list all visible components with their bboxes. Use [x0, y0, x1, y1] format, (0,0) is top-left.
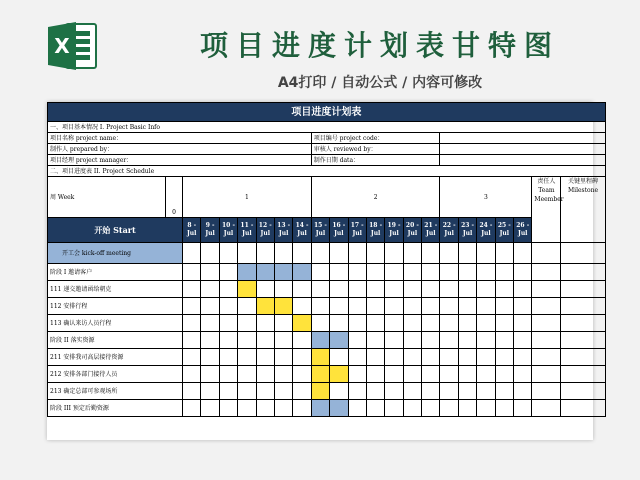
- gantt-cell[interactable]: [495, 264, 513, 281]
- day-header[interactable]: 8 -Jul: [183, 218, 201, 243]
- gantt-bar[interactable]: [256, 298, 274, 315]
- gantt-cell[interactable]: [348, 264, 366, 281]
- gantt-cell[interactable]: [495, 400, 513, 417]
- gantt-cell[interactable]: [440, 243, 458, 264]
- owner-header[interactable]: 责任人 Team Meember: [532, 177, 561, 243]
- gantt-cell[interactable]: [348, 315, 366, 332]
- gantt-cell[interactable]: [274, 315, 292, 332]
- svg-text:X: X: [54, 34, 70, 58]
- sheet-title[interactable]: 项目进度计划表: [48, 103, 606, 122]
- gantt-cell[interactable]: [458, 298, 476, 315]
- gantt-cell[interactable]: [238, 349, 256, 366]
- gantt-cell[interactable]: [274, 281, 292, 298]
- gantt-cell[interactable]: [366, 383, 384, 400]
- day-header[interactable]: 21 -Jul: [422, 218, 440, 243]
- day-header[interactable]: 24 -Jul: [477, 218, 495, 243]
- gantt-cell[interactable]: [330, 315, 348, 332]
- owner-cell[interactable]: [532, 400, 561, 417]
- table-row: [48, 366, 606, 383]
- table-row: [48, 155, 606, 166]
- gantt-cell[interactable]: [274, 383, 292, 400]
- prepared-by-label[interactable]: 制作人 prepared by：: [48, 144, 312, 155]
- gantt-cell[interactable]: [403, 281, 421, 298]
- gantt-cell[interactable]: [238, 243, 256, 264]
- gantt-cell[interactable]: [238, 315, 256, 332]
- gantt-cell[interactable]: [422, 315, 440, 332]
- gantt-cell[interactable]: [385, 383, 403, 400]
- table-row: [48, 332, 606, 349]
- gantt-cell[interactable]: [201, 383, 219, 400]
- gantt-bar[interactable]: [311, 349, 329, 366]
- gantt-cell[interactable]: [238, 332, 256, 349]
- gantt-cell[interactable]: [403, 243, 421, 264]
- gantt-cell[interactable]: [348, 332, 366, 349]
- table-row: [48, 349, 606, 366]
- milestone-header[interactable]: 关键里程碑 Milestone: [561, 177, 605, 243]
- gantt-cell[interactable]: [201, 298, 219, 315]
- task-name[interactable]: 阶段 III 预定后勤资源: [48, 400, 183, 417]
- gantt-cell[interactable]: [385, 298, 403, 315]
- task-name[interactable]: 阶段 II 落实资源: [48, 332, 183, 349]
- milestone-cell[interactable]: [561, 332, 605, 349]
- gantt-cell[interactable]: [366, 264, 384, 281]
- gantt-cell[interactable]: [495, 243, 513, 264]
- gantt-cell[interactable]: [293, 332, 311, 349]
- table-row: [48, 133, 606, 144]
- gantt-cell[interactable]: [274, 349, 292, 366]
- gantt-cell[interactable]: [256, 315, 274, 332]
- gantt-cell[interactable]: [183, 400, 201, 417]
- gantt-cell[interactable]: [403, 264, 421, 281]
- gantt-cell[interactable]: [183, 332, 201, 349]
- project-manager-label[interactable]: 项目经理 project manager：: [48, 155, 312, 166]
- task-name[interactable]: 阶段 I 邀请客户: [48, 264, 183, 281]
- day-header[interactable]: 17 -Jul: [348, 218, 366, 243]
- gantt-cell[interactable]: [348, 349, 366, 366]
- gantt-cell[interactable]: [422, 264, 440, 281]
- gantt-cell[interactable]: [293, 400, 311, 417]
- gantt-cell[interactable]: [183, 383, 201, 400]
- gantt-cell[interactable]: [183, 366, 201, 383]
- table-row: [48, 400, 606, 417]
- gantt-bar[interactable]: [311, 366, 329, 383]
- gantt-cell[interactable]: [201, 332, 219, 349]
- gantt-cell[interactable]: [348, 400, 366, 417]
- gantt-cell[interactable]: [403, 315, 421, 332]
- gantt-cell[interactable]: [458, 332, 476, 349]
- gantt-bar[interactable]: [311, 400, 329, 417]
- gantt-cell[interactable]: [477, 349, 495, 366]
- gantt-bar[interactable]: [238, 281, 256, 298]
- gantt-cell[interactable]: [403, 383, 421, 400]
- gantt-cell[interactable]: [385, 315, 403, 332]
- day-header[interactable]: 10 -Jul: [219, 218, 237, 243]
- gantt-cell[interactable]: [256, 383, 274, 400]
- gantt-cell[interactable]: [477, 264, 495, 281]
- gantt-bar[interactable]: [256, 264, 274, 281]
- milestone-cell[interactable]: [561, 366, 605, 383]
- owner-cell[interactable]: [532, 332, 561, 349]
- milestone-cell[interactable]: [561, 243, 605, 264]
- gantt-cell[interactable]: [348, 298, 366, 315]
- day-header[interactable]: 11 -Jul: [238, 218, 256, 243]
- start-header[interactable]: 开始 Start: [48, 218, 183, 243]
- reviewed-by-value[interactable]: [440, 144, 605, 155]
- section-basic-info[interactable]: 一、项目基本情况 I. Project Basic Info: [48, 122, 606, 133]
- day-header[interactable]: 26 -Jul: [514, 218, 532, 243]
- gantt-cell[interactable]: [422, 400, 440, 417]
- page-subtitle: A4打印 / 自动公式 / 内容可修改: [277, 75, 483, 91]
- gantt-cell[interactable]: [458, 400, 476, 417]
- gantt-cell[interactable]: [366, 349, 384, 366]
- day-header[interactable]: 19 -Jul: [385, 218, 403, 243]
- gantt-cell[interactable]: [477, 315, 495, 332]
- gantt-cell[interactable]: [440, 264, 458, 281]
- gantt-cell[interactable]: [311, 298, 329, 315]
- gantt-cell[interactable]: [477, 400, 495, 417]
- gantt-bar[interactable]: [274, 264, 292, 281]
- gantt-bar[interactable]: [238, 264, 256, 281]
- gantt-cell[interactable]: [238, 383, 256, 400]
- gantt-cell[interactable]: [440, 366, 458, 383]
- table-row: [48, 315, 606, 332]
- gantt-cell[interactable]: [219, 400, 237, 417]
- gantt-cell[interactable]: [514, 332, 532, 349]
- gantt-cell[interactable]: [458, 243, 476, 264]
- gantt-cell[interactable]: [183, 264, 201, 281]
- gantt-cell[interactable]: [293, 383, 311, 400]
- gantt-cell[interactable]: [366, 243, 384, 264]
- gantt-cell[interactable]: [366, 281, 384, 298]
- gantt-cell[interactable]: [256, 281, 274, 298]
- table-row: [48, 144, 606, 155]
- gantt-cell[interactable]: [385, 366, 403, 383]
- gantt-cell[interactable]: [183, 315, 201, 332]
- gantt-cell[interactable]: [495, 366, 513, 383]
- gantt-cell[interactable]: [495, 383, 513, 400]
- day-header[interactable]: 14 -Jul: [293, 218, 311, 243]
- gantt-cell[interactable]: [477, 383, 495, 400]
- day-header[interactable]: 22 -Jul: [440, 218, 458, 243]
- week-2[interactable]: 2: [311, 177, 440, 218]
- gantt-cell[interactable]: [183, 298, 201, 315]
- gantt-cell[interactable]: [440, 332, 458, 349]
- gantt-cell[interactable]: [219, 243, 237, 264]
- gantt-cell[interactable]: [477, 281, 495, 298]
- table-row: [48, 298, 606, 315]
- day-header[interactable]: 13 -Jul: [274, 218, 292, 243]
- gantt-cell[interactable]: [458, 349, 476, 366]
- gantt-cell[interactable]: [256, 243, 274, 264]
- gantt-cell[interactable]: [458, 264, 476, 281]
- gantt-cell[interactable]: [403, 298, 421, 315]
- gantt-cell[interactable]: [514, 281, 532, 298]
- gantt-cell[interactable]: [514, 366, 532, 383]
- task-name[interactable]: 212 安排各部门接待人员: [48, 366, 183, 383]
- gantt-cell[interactable]: [201, 400, 219, 417]
- gantt-bar[interactable]: [274, 298, 292, 315]
- owner-cell[interactable]: [532, 383, 561, 400]
- milestone-cell[interactable]: [561, 315, 605, 332]
- gantt-cell[interactable]: [238, 400, 256, 417]
- milestone-cell[interactable]: [561, 349, 605, 366]
- table-row: [48, 243, 606, 264]
- date-value[interactable]: [440, 155, 605, 166]
- gantt-bar[interactable]: [293, 264, 311, 281]
- gantt-cell[interactable]: [385, 243, 403, 264]
- owner-cell[interactable]: [532, 366, 561, 383]
- gantt-cell[interactable]: [183, 243, 201, 264]
- gantt-cell[interactable]: [274, 243, 292, 264]
- gantt-bar[interactable]: [330, 332, 348, 349]
- owner-cell[interactable]: [532, 281, 561, 298]
- gantt-cell[interactable]: [311, 315, 329, 332]
- day-header[interactable]: 23 -Jul: [458, 218, 476, 243]
- gantt-bar[interactable]: [330, 400, 348, 417]
- milestone-cell[interactable]: [561, 383, 605, 400]
- gantt-sheet: [47, 102, 599, 440]
- gantt-cell[interactable]: [495, 298, 513, 315]
- gantt-cell[interactable]: [256, 400, 274, 417]
- gantt-cell[interactable]: [477, 332, 495, 349]
- gantt-cell[interactable]: [238, 298, 256, 315]
- table-row: [48, 166, 606, 177]
- week-3[interactable]: 3: [440, 177, 532, 218]
- gantt-cell[interactable]: [348, 281, 366, 298]
- gantt-cell[interactable]: [256, 349, 274, 366]
- task-name[interactable]: 211 安排我司高层接待资源: [48, 349, 183, 366]
- gantt-cell[interactable]: [219, 281, 237, 298]
- gantt-bar[interactable]: [330, 366, 348, 383]
- gantt-cell[interactable]: [440, 383, 458, 400]
- gantt-cell[interactable]: [385, 264, 403, 281]
- gantt-cell[interactable]: [201, 264, 219, 281]
- owner-cell[interactable]: [532, 243, 561, 264]
- gantt-cell[interactable]: [330, 243, 348, 264]
- gantt-cell[interactable]: [403, 349, 421, 366]
- table-row: [48, 383, 606, 400]
- gantt-cell[interactable]: [514, 349, 532, 366]
- gantt-cell[interactable]: [274, 366, 292, 383]
- reviewed-by-label[interactable]: 审核人 reviewed by：: [311, 144, 440, 155]
- gantt-cell[interactable]: [458, 383, 476, 400]
- gantt-cell[interactable]: [385, 281, 403, 298]
- table-row: [48, 122, 606, 133]
- gantt-cell[interactable]: [348, 243, 366, 264]
- gantt-cell[interactable]: [422, 332, 440, 349]
- day-header[interactable]: 12 -Jul: [256, 218, 274, 243]
- task-name[interactable]: 111 递交邀请函给朝克: [48, 281, 183, 298]
- gantt-cell[interactable]: [256, 332, 274, 349]
- project-name-label[interactable]: 项目名称 project name：: [48, 133, 312, 144]
- milestone-cell[interactable]: [561, 298, 605, 315]
- gantt-cell[interactable]: [219, 383, 237, 400]
- gantt-cell[interactable]: [366, 298, 384, 315]
- gantt-cell[interactable]: [274, 332, 292, 349]
- owner-cell[interactable]: [532, 264, 561, 281]
- owner-cell[interactable]: [532, 349, 561, 366]
- gantt-cell[interactable]: [293, 243, 311, 264]
- owner-cell[interactable]: [532, 315, 561, 332]
- gantt-cell[interactable]: [238, 366, 256, 383]
- gantt-cell[interactable]: [219, 298, 237, 315]
- table-row: [48, 177, 606, 218]
- table-row: [48, 264, 606, 281]
- gantt-cell[interactable]: [348, 383, 366, 400]
- gantt-cell[interactable]: [422, 298, 440, 315]
- gantt-cell[interactable]: [330, 349, 348, 366]
- day-header[interactable]: 9 -Jul: [201, 218, 219, 243]
- gantt-cell[interactable]: [219, 349, 237, 366]
- gantt-cell[interactable]: [477, 366, 495, 383]
- gantt-cell[interactable]: [403, 400, 421, 417]
- table-row: [48, 218, 606, 243]
- gantt-table: [47, 102, 606, 417]
- gantt-cell[interactable]: [514, 400, 532, 417]
- gantt-cell[interactable]: [514, 383, 532, 400]
- gantt-cell[interactable]: [458, 281, 476, 298]
- week-1[interactable]: 1: [183, 177, 312, 218]
- milestone-cell[interactable]: [561, 400, 605, 417]
- task-name[interactable]: 213 确定总部可参观场所: [48, 383, 183, 400]
- gantt-cell[interactable]: [330, 298, 348, 315]
- gantt-cell[interactable]: [495, 315, 513, 332]
- gantt-cell[interactable]: [422, 349, 440, 366]
- table-row: [48, 281, 606, 298]
- gantt-cell[interactable]: [403, 332, 421, 349]
- gantt-cell[interactable]: [422, 383, 440, 400]
- gantt-cell[interactable]: [293, 366, 311, 383]
- gantt-cell[interactable]: [219, 366, 237, 383]
- project-code-label[interactable]: 项目编号 project code：: [311, 133, 440, 144]
- task-name[interactable]: 113 确认来访人员行程: [48, 315, 183, 332]
- milestone-cell[interactable]: [561, 264, 605, 281]
- gantt-cell[interactable]: [348, 366, 366, 383]
- gantt-cell[interactable]: [440, 400, 458, 417]
- gantt-cell[interactable]: [201, 315, 219, 332]
- gantt-cell[interactable]: [514, 298, 532, 315]
- day-header[interactable]: 25 -Jul: [495, 218, 513, 243]
- gantt-cell[interactable]: [403, 366, 421, 383]
- gantt-cell[interactable]: [440, 281, 458, 298]
- gantt-cell[interactable]: [311, 281, 329, 298]
- gantt-bar[interactable]: [311, 332, 329, 349]
- gantt-cell[interactable]: [311, 264, 329, 281]
- gantt-cell[interactable]: [514, 315, 532, 332]
- gantt-cell[interactable]: [495, 332, 513, 349]
- gantt-cell[interactable]: [458, 366, 476, 383]
- gantt-cell[interactable]: [330, 383, 348, 400]
- gantt-cell[interactable]: [385, 332, 403, 349]
- gantt-cell[interactable]: [440, 298, 458, 315]
- gantt-cell[interactable]: [477, 298, 495, 315]
- task-name[interactable]: 112 安排行程: [48, 298, 183, 315]
- gantt-cell[interactable]: [366, 332, 384, 349]
- gantt-cell[interactable]: [385, 349, 403, 366]
- table-row: [48, 103, 606, 122]
- milestone-cell[interactable]: [561, 281, 605, 298]
- gantt-cell[interactable]: [183, 349, 201, 366]
- week-0[interactable]: 0: [166, 177, 183, 218]
- gantt-cell[interactable]: [183, 281, 201, 298]
- gantt-cell[interactable]: [514, 243, 532, 264]
- day-header[interactable]: 15 -Jul: [311, 218, 329, 243]
- gantt-cell[interactable]: [366, 366, 384, 383]
- gantt-cell[interactable]: [422, 281, 440, 298]
- gantt-cell[interactable]: [366, 400, 384, 417]
- day-header[interactable]: 18 -Jul: [366, 218, 384, 243]
- gantt-cell[interactable]: [293, 298, 311, 315]
- gantt-cell[interactable]: [201, 349, 219, 366]
- gantt-cell[interactable]: [477, 243, 495, 264]
- gantt-cell[interactable]: [422, 243, 440, 264]
- gantt-cell[interactable]: [330, 281, 348, 298]
- project-code-value[interactable]: [440, 133, 605, 144]
- day-header[interactable]: 20 -Jul: [403, 218, 421, 243]
- gantt-cell[interactable]: [256, 366, 274, 383]
- date-label[interactable]: 制作日期 data：: [311, 155, 440, 166]
- gantt-cell[interactable]: [274, 400, 292, 417]
- gantt-cell[interactable]: [440, 349, 458, 366]
- excel-logo-icon: [44, 18, 100, 74]
- gantt-cell[interactable]: [495, 281, 513, 298]
- gantt-bar[interactable]: [293, 315, 311, 332]
- gantt-cell[interactable]: [330, 264, 348, 281]
- gantt-cell[interactable]: [422, 366, 440, 383]
- gantt-cell[interactable]: [495, 349, 513, 366]
- gantt-cell[interactable]: [201, 366, 219, 383]
- gantt-cell[interactable]: [311, 243, 329, 264]
- gantt-cell[interactable]: [514, 264, 532, 281]
- gantt-bar[interactable]: [311, 383, 329, 400]
- gantt-cell[interactable]: [201, 243, 219, 264]
- task-name[interactable]: 开工会 kick-off meeting: [48, 243, 183, 264]
- gantt-cell[interactable]: [385, 400, 403, 417]
- gantt-cell[interactable]: [219, 332, 237, 349]
- day-header[interactable]: 16 -Jul: [330, 218, 348, 243]
- page-title: 项目进度计划表甘特图: [199, 29, 560, 62]
- gantt-cell[interactable]: [366, 315, 384, 332]
- section-schedule[interactable]: 二、项目进度表 II. Project Schedule: [48, 166, 606, 177]
- gantt-cell[interactable]: [219, 315, 237, 332]
- week-label[interactable]: 周 Week: [48, 177, 166, 218]
- gantt-cell[interactable]: [458, 315, 476, 332]
- gantt-cell[interactable]: [440, 315, 458, 332]
- gantt-cell[interactable]: [293, 349, 311, 366]
- gantt-cell[interactable]: [293, 281, 311, 298]
- owner-cell[interactable]: [532, 298, 561, 315]
- gantt-cell[interactable]: [219, 264, 237, 281]
- gantt-cell[interactable]: [201, 281, 219, 298]
